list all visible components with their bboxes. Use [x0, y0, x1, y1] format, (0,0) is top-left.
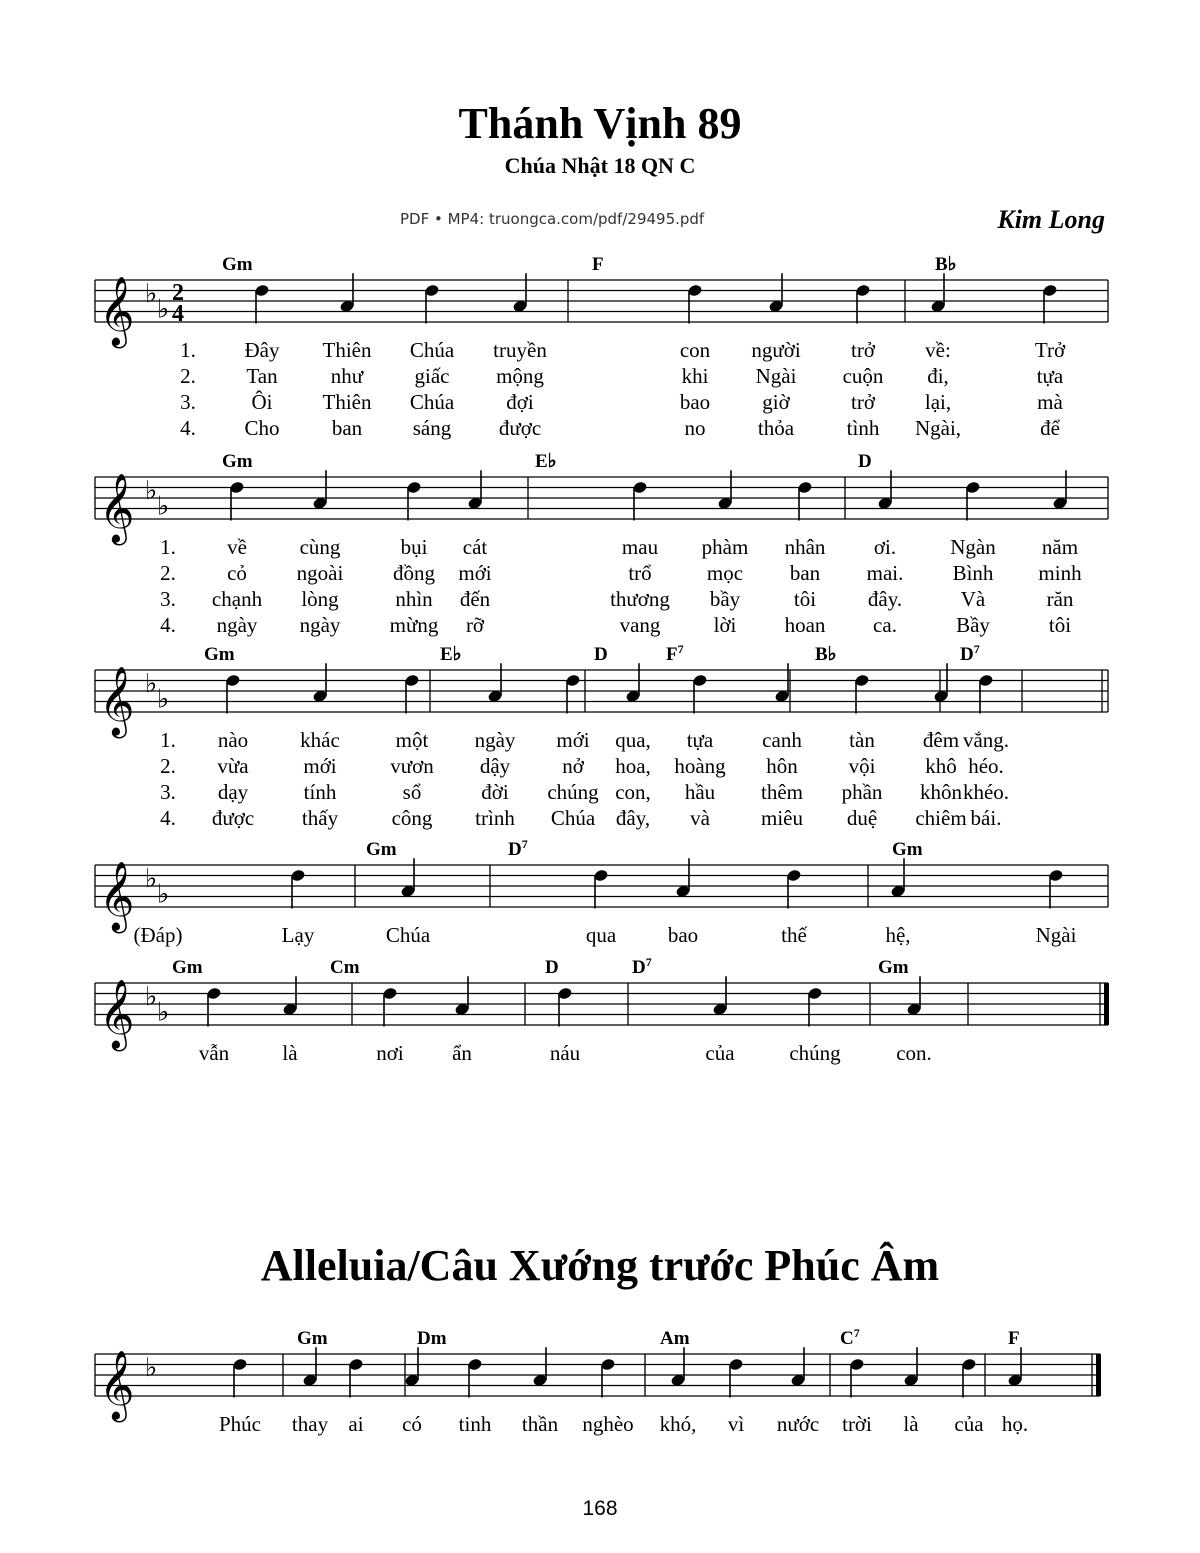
lyric-syllable: con. [896, 1041, 932, 1065]
lyric-syllable: người [751, 338, 801, 362]
lyric-syllable: Và [960, 587, 986, 611]
chord-symbol: $D^7$ [960, 642, 980, 665]
chord-symbol: E♭ [535, 451, 557, 472]
lyric-syllable: mới [556, 728, 590, 752]
lyric-syllable: 4. [180, 416, 196, 440]
lyric-syllable: mọc [706, 561, 744, 585]
lyric-syllable: nhìn [395, 587, 433, 611]
lyric-syllable: Thiên [322, 390, 372, 414]
lyric-syllable: miêu [761, 806, 803, 830]
lyric-syllable: con, [615, 780, 651, 804]
lyric-syllable: 4. [160, 613, 176, 637]
page-number: 168 [582, 1497, 618, 1520]
lyric-syllable: Thiên [322, 338, 372, 362]
lyric-syllable: mới [303, 754, 337, 778]
lyric-syllable: lại, [924, 390, 952, 414]
lyric-syllable: mau [621, 535, 659, 559]
lyric-syllable: giờ [762, 390, 790, 414]
chord-symbol: Gm [222, 254, 253, 275]
lyric-syllable: ban [331, 416, 363, 440]
chord-symbol: $C^7$ [840, 1326, 860, 1349]
time-signature-bottom: 4 [172, 301, 184, 327]
chord-symbol: Am [660, 1328, 690, 1349]
lyric-syllable: vội [848, 754, 876, 778]
flat-icon: ♭ [145, 278, 158, 309]
chord-symbol: D [594, 644, 608, 665]
lyric-syllable: là [282, 1041, 298, 1065]
chord-symbol: Dm [417, 1328, 447, 1349]
lyric-syllable: giấc [414, 364, 450, 388]
lyric-syllable: hoan [784, 613, 826, 637]
lyric-syllable: ca. [873, 613, 897, 637]
lyric-syllable: nơi [376, 1041, 404, 1065]
lyric-syllable: đi, [927, 364, 949, 388]
lyric-syllable: minh [1038, 561, 1082, 585]
lyric-syllable: tinh [458, 1412, 492, 1436]
lyric-syllable: ban [789, 561, 821, 585]
lyric-syllable: vươn [390, 754, 434, 778]
lyric-syllable: nghèo [582, 1412, 634, 1436]
lyric-syllable: năm [1041, 535, 1079, 559]
lyric-syllable: Đây [244, 338, 280, 362]
treble-clef-icon: 𝄞 [99, 276, 135, 346]
time-signature-top: 2 [172, 280, 184, 306]
lyric-syllable: tựa [1036, 364, 1064, 388]
lyric-syllable: 2. [160, 754, 176, 778]
lyric-syllable: Bình [952, 561, 994, 585]
lyric-syllable: phàm [701, 535, 749, 559]
song-title: Thánh Vịnh 89 [458, 99, 742, 148]
treble-clef-icon: 𝄞 [99, 979, 135, 1049]
chord-symbol: Cm [330, 957, 360, 978]
lyric-syllable: cỏ [227, 561, 247, 585]
lyric-syllable: Trở [1034, 338, 1066, 362]
lyric-syllable: chiêm [915, 806, 967, 830]
composer-name: Kim Long [997, 205, 1105, 234]
lyric-syllable: tựa [686, 728, 714, 752]
lyric-syllable: dậy [479, 754, 511, 778]
flat-icon: ♭ [145, 475, 158, 506]
lyric-syllable: cát [462, 535, 488, 559]
lyric-syllable: 3. [160, 780, 176, 804]
lyric-syllable: nào [217, 728, 249, 752]
lyric-syllable: dạy [217, 780, 249, 804]
lyric-syllable: thêm [761, 780, 803, 804]
lyric-syllable: bái. [970, 806, 1002, 830]
lyric-syllable: được [498, 416, 542, 440]
lyric-syllable: mà [1037, 390, 1063, 414]
chord-symbol: D [545, 957, 559, 978]
chord-symbol: Gm [892, 839, 923, 860]
lyric-syllable: 1. [180, 338, 196, 362]
lyric-syllable: 2. [180, 364, 196, 388]
lyric-syllable: ơi. [873, 535, 897, 559]
lyric-syllable: Chúa [409, 338, 455, 362]
lyric-syllable: 3. [160, 587, 176, 611]
source-link[interactable]: PDF • MP4: truongca.com/pdf/29495.pdf [400, 210, 705, 228]
lyric-syllable: về [227, 535, 247, 559]
lyric-syllable: 3. [180, 390, 196, 414]
lyric-syllable: chúng [789, 1041, 841, 1065]
lyric-syllable: khó, [659, 1412, 697, 1436]
flat-icon: ♭ [145, 1352, 158, 1383]
lyric-syllable: hệ, [885, 923, 911, 947]
lyric-syllable: thế [781, 923, 807, 947]
lyric-syllable: thấy [301, 806, 339, 830]
treble-clef-icon: 𝄞 [99, 1350, 135, 1420]
lyric-syllable: chạnh [211, 587, 263, 611]
chord-symbol: F [592, 254, 604, 275]
flat-icon: ♭ [145, 981, 158, 1012]
lyric-syllable: 2. [160, 561, 176, 585]
lyric-syllable: (Đáp) [133, 923, 183, 947]
chord-symbol: Gm [204, 644, 235, 665]
lyric-syllable: cùng [299, 535, 341, 559]
lyric-syllable: mừng [389, 613, 439, 637]
lyric-syllable: ai [348, 1412, 364, 1436]
chord-symbol: $D^7$ [632, 955, 652, 978]
lyric-syllable: mai. [866, 561, 904, 585]
lyric-syllable: đồng [393, 561, 435, 585]
lyric-syllable: trở [851, 338, 875, 362]
lyric-syllable: đây. [867, 587, 903, 611]
lyric-syllable: để [1040, 416, 1060, 440]
lyric-syllable: lời [713, 613, 737, 637]
lyric-syllable: ngày [299, 613, 341, 637]
lyric-syllable: của [705, 1041, 735, 1065]
chord-symbol: $D^7$ [508, 837, 528, 860]
lyric-syllable: lòng [301, 587, 339, 611]
chord-symbol: B♭ [935, 254, 957, 275]
lyric-syllable: truyền [493, 338, 547, 362]
lyric-syllable: trình [475, 806, 515, 830]
lyric-syllable: bầy [709, 587, 741, 611]
lyric-syllable: con [679, 338, 711, 362]
lyric-syllable: vừa [217, 754, 249, 778]
lyric-syllable: nở [562, 754, 584, 778]
flat-icon: ♭ [157, 879, 170, 910]
lyric-syllable: rỡ [465, 613, 485, 637]
chord-symbol: Gm [366, 839, 397, 860]
lyric-syllable: răn [1046, 587, 1074, 611]
lyric-syllable: ngày [216, 613, 258, 637]
lyric-syllable: Chúa [409, 390, 455, 414]
chord-symbol: D [858, 451, 872, 472]
lyric-syllable: về: [925, 338, 951, 362]
flat-icon: ♭ [157, 684, 170, 715]
chord-symbol: B♭ [815, 644, 837, 665]
lyric-syllable: thương [610, 587, 670, 611]
lyric-syllable: trời [842, 1412, 872, 1436]
chord-symbol: Gm [172, 957, 203, 978]
chord-symbol: $F^7$ [666, 642, 684, 665]
lyric-syllable: Ngài [1035, 923, 1077, 947]
lyric-syllable: chúng [547, 780, 599, 804]
flat-icon: ♭ [145, 668, 158, 699]
lyric-syllable: hầu [684, 780, 716, 804]
lyric-syllable: mộng [496, 364, 544, 388]
lyric-syllable: nước [776, 1412, 820, 1436]
lyric-syllable: Bầy [956, 613, 990, 637]
lyric-syllable: khô [925, 754, 957, 778]
lyric-syllable: thay [291, 1412, 329, 1436]
lyric-syllable: Lạy [281, 923, 315, 947]
lyric-syllable: họ. [1001, 1412, 1029, 1436]
lyric-syllable: nhân [784, 535, 826, 559]
lyric-syllable: ngoài [296, 561, 344, 585]
chord-symbol: E♭ [440, 644, 462, 665]
lyric-syllable: bao [679, 390, 711, 414]
lyric-syllable: đây, [615, 806, 651, 830]
flat-icon: ♭ [145, 863, 158, 894]
lyric-syllable: khôn [920, 780, 962, 804]
lyric-syllable: khác [300, 728, 340, 752]
lyric-syllable: tôi [793, 587, 817, 611]
lyric-syllable: được [211, 806, 255, 830]
final-barline [1096, 1354, 1101, 1396]
lyric-syllable: trổ [628, 561, 652, 585]
lyric-syllable: tôi [1048, 613, 1072, 637]
lyric-syllable: vì [727, 1412, 745, 1436]
lyric-syllable: vắng. [962, 728, 1010, 752]
lyric-syllable: ẩn [452, 1041, 472, 1065]
lyric-syllable: hôn [766, 754, 798, 778]
lyric-syllable: tàn [849, 728, 875, 752]
lyric-syllable: thần [521, 1412, 559, 1436]
lyric-syllable: là [903, 1412, 919, 1436]
lyric-syllable: và [690, 806, 710, 830]
lyric-syllable: qua [585, 923, 617, 947]
lyric-syllable: canh [762, 728, 802, 752]
lyric-syllable: có [402, 1412, 422, 1436]
lyric-syllable: héo. [968, 754, 1004, 778]
lyric-syllable: vang [619, 613, 661, 637]
lyric-syllable: công [391, 806, 433, 830]
lyric-syllable: một [395, 728, 429, 752]
section-title-alleluia: Alleluia/Câu Xướng trước Phúc Âm [260, 1241, 940, 1290]
lyric-syllable: tình [846, 416, 880, 440]
lyric-syllable: sổ [402, 780, 422, 804]
chord-symbol: Gm [222, 451, 253, 472]
lyric-syllable: Ngài, [914, 416, 962, 440]
lyric-syllable: khéo. [962, 780, 1010, 804]
lyric-syllable: bụi [400, 535, 428, 559]
lyric-syllable: sáng [412, 416, 452, 440]
lyric-syllable: Ôi [251, 390, 273, 414]
lyric-syllable: tính [303, 780, 337, 804]
lyric-syllable: Ngàn [950, 535, 996, 559]
lyric-syllable: ngày [474, 728, 516, 752]
lyric-syllable: vẫn [198, 1041, 230, 1065]
lyric-syllable: no [684, 416, 706, 440]
lyric-syllable: đến [459, 587, 491, 611]
lyric-syllable: đêm [922, 728, 960, 752]
lyric-syllable: Cho [244, 416, 280, 440]
treble-clef-icon: 𝄞 [99, 861, 135, 931]
lyric-syllable: đợi [506, 390, 534, 414]
lyric-syllable: Chúa [385, 923, 431, 947]
lyric-syllable: của [954, 1412, 984, 1436]
lyric-syllable: Chúa [550, 806, 596, 830]
chord-symbol: Gm [297, 1328, 328, 1349]
flat-icon: ♭ [157, 997, 170, 1028]
treble-clef-icon: 𝄞 [99, 666, 135, 736]
lyric-syllable: phần [841, 780, 883, 804]
flat-icon: ♭ [157, 294, 170, 325]
lyric-syllable: như [330, 364, 364, 388]
chord-symbol: F [1008, 1328, 1020, 1349]
lyric-syllable: 4. [160, 806, 176, 830]
chord-symbol: Gm [878, 957, 909, 978]
lyric-syllable: qua, [615, 728, 651, 752]
flat-icon: ♭ [157, 491, 170, 522]
lyric-syllable: hoa, [615, 754, 651, 778]
lyric-syllable: cuộn [842, 364, 884, 388]
lyric-syllable: khi [681, 364, 709, 388]
lyric-syllable: náu [549, 1041, 581, 1065]
lyric-syllable: Phúc [219, 1412, 261, 1436]
lyric-syllable: Ngài [755, 364, 797, 388]
treble-clef-icon: 𝄞 [99, 473, 135, 543]
lyric-syllable: 1. [160, 728, 176, 752]
lyric-syllable: duệ [846, 806, 878, 830]
lyric-syllable: bao [667, 923, 699, 947]
lyric-syllable: đời [481, 780, 509, 804]
song-subtitle: Chúa Nhật 18 QN C [504, 153, 696, 178]
lyric-syllable: mới [458, 561, 492, 585]
lyric-syllable: Tan [246, 364, 278, 388]
lyric-syllable: hoàng [674, 754, 726, 778]
lyric-syllable: trở [851, 390, 875, 414]
lyric-syllable: thỏa [757, 416, 795, 440]
final-barline [1104, 983, 1109, 1025]
lyric-syllable: 1. [160, 535, 176, 559]
